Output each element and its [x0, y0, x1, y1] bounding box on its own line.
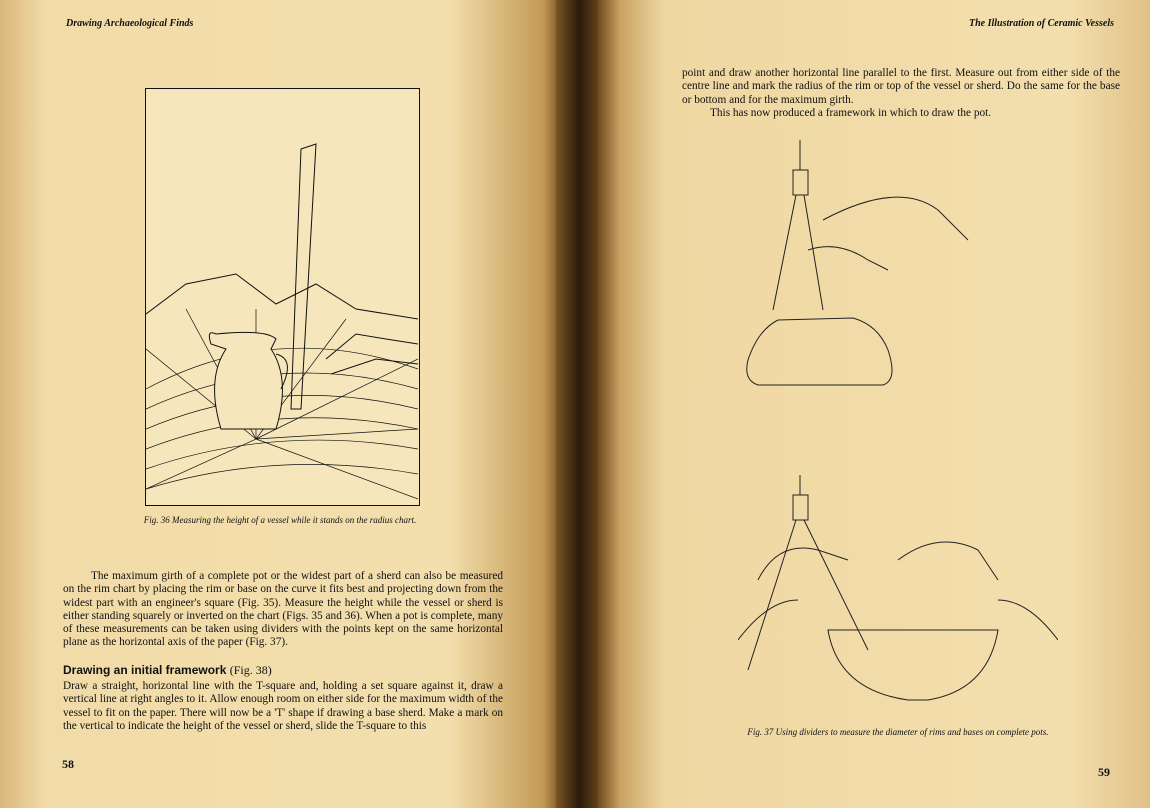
body-text	[682, 67, 1120, 120]
left-page	[0, 0, 560, 808]
figure-37-dividers-drawing	[738, 130, 1058, 720]
running-head: Drawing Archaeological Finds	[66, 18, 194, 29]
figure-caption: Fig. 36 Measuring the height of a vessel while it stands on the radius chart.	[143, 515, 417, 525]
running-head: The Illustration of Ceramic Vessels	[968, 18, 1114, 29]
page-number: 58	[62, 757, 74, 771]
heading-figure-ref: (Fig. 38)	[229, 662, 272, 677]
paragraph: Draw a straight, horizontal line with the T-square and, holding a set square against it, draw a vertical line at right angles to it. Allow enough room on either side for the maximum width of the vessel to fit on the paper. There will now be a 'T' shape if drawing a base sherd. Make a mark on the vertical to indicate the height of the vessel or sherd, slide the T-square to this	[63, 680, 503, 732]
body-text	[63, 570, 503, 733]
paragraph: This has now produced a framework in which to draw the pot.	[710, 106, 992, 119]
figure-caption: Fig. 37 Using dividers to measure the diameter of rims and bases on complete pots.	[747, 727, 1049, 737]
book-gutter	[556, 0, 602, 808]
figure-36-illustration	[145, 88, 420, 506]
pot-on-radius-chart-drawing	[146, 89, 418, 504]
section-heading	[63, 664, 503, 677]
paragraph: point and draw another horizontal line parallel to the first. Measure out from either side of the centre line and mark the radius of the rim or top of the vessel or sherd. Do the same for the base or bottom and for the maximum girth.	[682, 67, 1120, 106]
right-page	[598, 0, 1150, 808]
paragraph: The maximum girth of a complete pot or the widest part of a sherd can also be measured on the rim chart by placing the rim or base on the curve it fits best and projecting down from the widest part with an engineer's square (Fig. 35). Measure the height while the vessel or sherd is either standing squarely or inverted on the chart (Figs. 35 and 36). When a pot is complete, many of these measurements can be taken using dividers with the points kept on the same horizontal plane as the horizontal axis of the paper (Fig. 37).	[63, 570, 503, 649]
page-number: 59	[1098, 765, 1110, 779]
heading-text: Drawing an initial framework	[63, 662, 227, 677]
